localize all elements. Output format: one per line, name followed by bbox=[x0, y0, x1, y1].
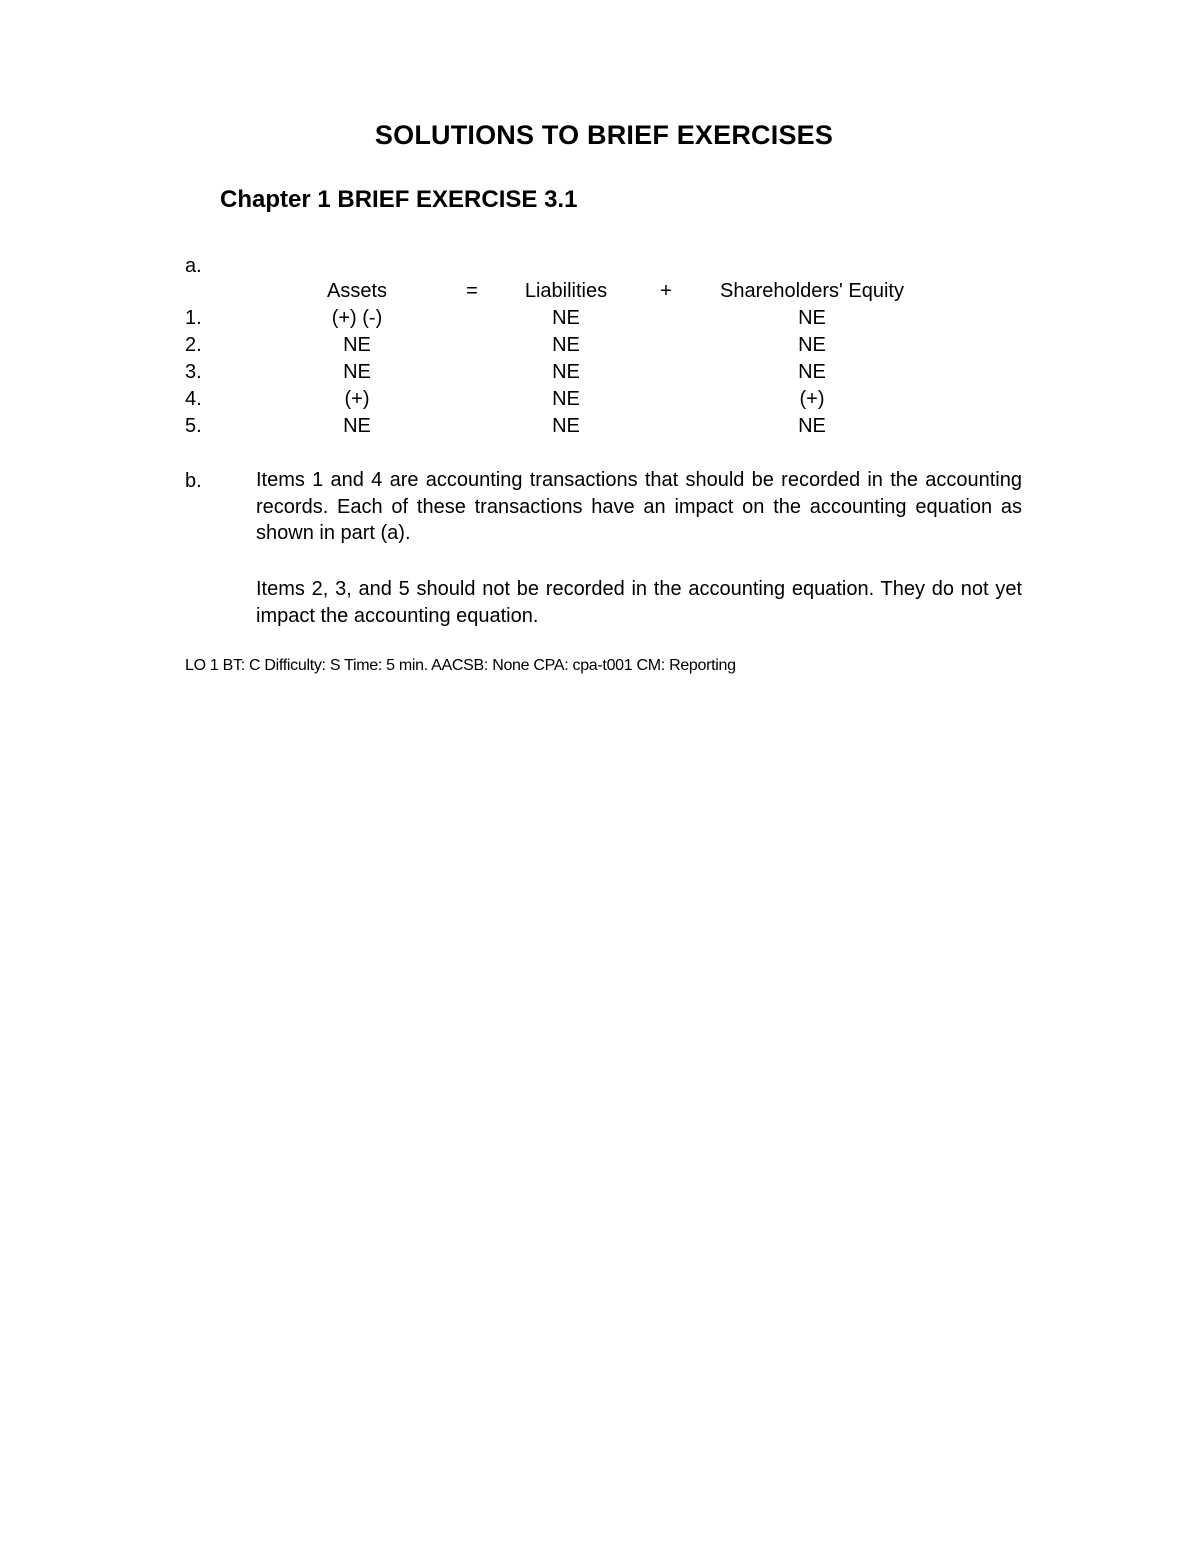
assets-header: Assets bbox=[326, 280, 388, 302]
table-row bbox=[0, 386, 1200, 413]
table-row bbox=[0, 332, 1200, 359]
equity-header: Shareholders' Equity bbox=[720, 280, 904, 302]
equals-sign: = bbox=[466, 280, 478, 302]
assets-effect: NE bbox=[343, 361, 371, 383]
plus-sign: + bbox=[660, 280, 672, 302]
assets-effect: (+) (-) bbox=[331, 307, 383, 329]
liabilities-header: Liabilities bbox=[524, 280, 608, 302]
exercise-heading: Chapter 1 BRIEF EXERCISE 3.1 bbox=[220, 186, 578, 213]
row-number: 3. bbox=[185, 361, 202, 383]
assets-effect: NE bbox=[343, 415, 371, 437]
row-number: 5. bbox=[185, 415, 202, 437]
accounting-equation-table bbox=[0, 278, 1200, 440]
row-number: 2. bbox=[185, 334, 202, 356]
equation-header-row bbox=[0, 278, 1200, 305]
table-row bbox=[0, 305, 1200, 332]
assets-effect: NE bbox=[343, 334, 371, 356]
row-number: 4. bbox=[185, 388, 202, 410]
explanation-paragraph: Items 1 and 4 are accounting transactions that should be recorded in the accounting records. Each of these transactions have an impact on the accounting equation as shown in part (a). bbox=[256, 469, 1022, 544]
table-row bbox=[0, 413, 1200, 440]
liabilities-effect: NE bbox=[552, 388, 580, 410]
page-title: SOLUTIONS TO BRIEF EXERCISES bbox=[374, 120, 834, 150]
equity-effect: NE bbox=[798, 361, 826, 383]
liabilities-effect: NE bbox=[552, 307, 580, 329]
table-row bbox=[0, 359, 1200, 386]
equity-effect: NE bbox=[798, 307, 826, 329]
part-a-label: a. bbox=[185, 255, 202, 277]
explanation-paragraph: Items 2, 3, and 5 should not be recorded in the accounting equation. They do not yet impact the accounting equation. bbox=[256, 578, 1022, 627]
liabilities-effect: NE bbox=[552, 415, 580, 437]
equity-effect: (+) bbox=[799, 388, 825, 410]
assets-effect: (+) bbox=[344, 388, 370, 410]
equity-effect: NE bbox=[798, 334, 826, 356]
metadata-footer: LO 1 BT: C Difficulty: S Time: 5 min. AACSB: None CPA: cpa-t001 CM: Reporting bbox=[185, 657, 736, 674]
equity-effect: NE bbox=[798, 415, 826, 437]
part-b-label: b. bbox=[185, 470, 202, 492]
liabilities-effect: NE bbox=[552, 361, 580, 383]
liabilities-effect: NE bbox=[552, 334, 580, 356]
row-number: 1. bbox=[185, 307, 202, 329]
